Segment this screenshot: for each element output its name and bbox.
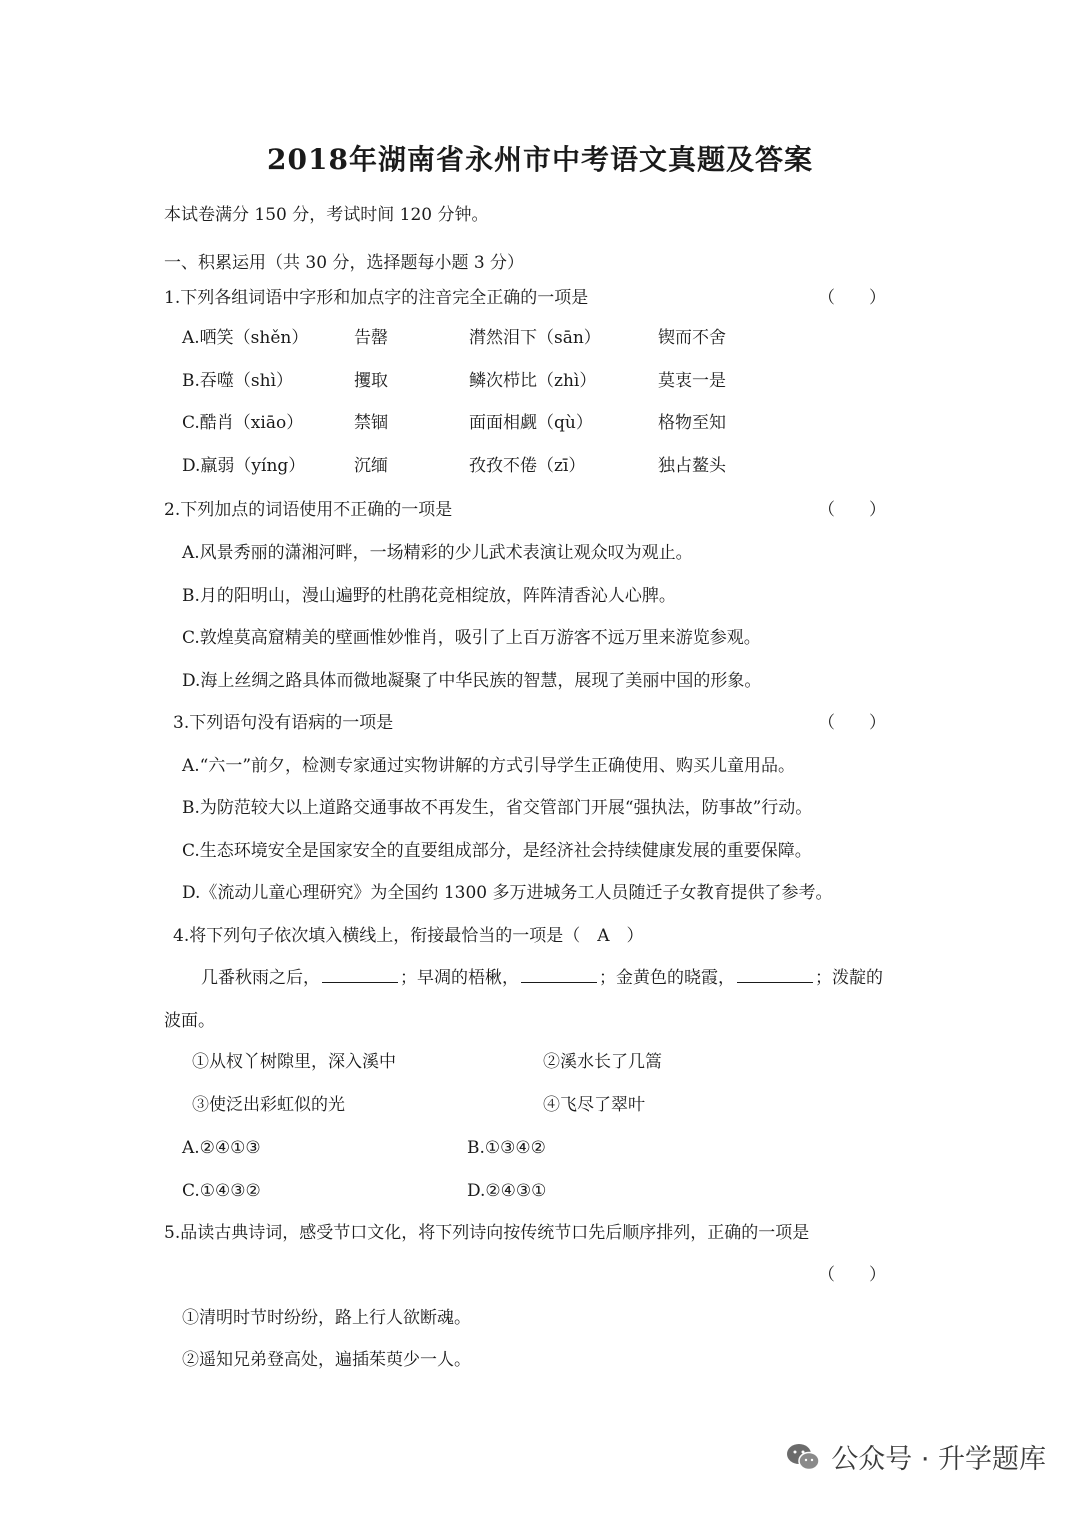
q4-option-c: C.①④③② <box>182 1181 261 1201</box>
q3-option-a: A.“六一”前夕，检测专家通过实物讲解的方式引导学生正确使用、购买儿童用品。 <box>182 756 796 776</box>
fill-blank-1 <box>322 966 398 983</box>
q4-item-1: ①从杈丫树隙里，深入溪中 <box>192 1052 396 1072</box>
answer-paren-1: （ ） <box>818 288 886 308</box>
q1-option-a-col4: 锲而不舍 <box>658 328 726 348</box>
q4-option-a: A.②④①③ <box>182 1138 261 1158</box>
q1-option-b-col3: 鳞次栉比（zhì） <box>469 371 597 391</box>
q1-option-c-col3: 面面相觑（qù） <box>469 413 593 433</box>
question-3-stem: 3.下列语句没有语病的一项是 <box>173 713 394 733</box>
question-4-stem: 4.将下列句子依次填入横线上，衔接最恰当的一项是（ A ） <box>173 926 644 946</box>
question-5-stem: 5.品读古典诗词，感受节口文化，将下列诗向按传统节口先后顺序排列，正确的一项是 <box>164 1223 810 1243</box>
q2-option-b: B.月的阳明山，漫山遍野的杜鹃花竞相绽放，阵阵清香沁人心脾。 <box>182 586 676 606</box>
question-2-stem: 2.下列加点的词语使用不正确的一项是 <box>164 500 453 520</box>
q1-option-d-col1: D.羸弱（yíng） <box>182 456 306 476</box>
q4-passage-part-1: 几番秋雨之后， <box>201 968 320 988</box>
q1-option-c-col4: 格物至知 <box>658 413 726 433</box>
q2-option-d: D.海上丝绸之路具体而微地凝聚了中华民族的智慧，展现了美丽中国的形象。 <box>182 671 762 691</box>
q5-line-2: ②遥知兄弟登高处，遍插茱萸少一人。 <box>182 1350 471 1370</box>
q4-passage-part-4: ；泼靛的 <box>815 968 883 988</box>
fill-blank-2 <box>521 966 597 983</box>
q2-option-a: A.风景秀丽的潇湘河畔，一场精彩的少儿武术表演让观众叹为观止。 <box>182 543 693 563</box>
q5-line-1: ①清明时节时纷纷，路上行人欲断魂。 <box>182 1308 471 1328</box>
q3-option-b: B.为防范较大以上道路交通事故不再发生，省交管部门开展“强执法，防事故”行动。 <box>182 798 813 818</box>
question-1-stem: 1.下列各组词语中字形和加点字的注音完全正确的一项是 <box>164 288 589 308</box>
fill-blank-3 <box>737 966 813 983</box>
q1-option-b-col2: 攫取 <box>354 371 388 391</box>
q1-option-a-col1: A.哂笑（shěn） <box>182 328 309 348</box>
watermark-text: 公众号 · 升学题库 <box>831 1444 1046 1475</box>
q4-passage-end: 波面。 <box>164 1011 215 1031</box>
q2-option-c: C.敦煌莫高窟精美的壁画惟妙惟肖，吸引了上百万游客不远万里来游览参观。 <box>182 628 761 648</box>
q4-passage <box>201 966 883 990</box>
wechat-watermark <box>785 1437 1046 1476</box>
q3-option-c: C.生态环境安全是国家安全的直要组成部分，是经济社会持续健康发展的重要保障。 <box>182 841 812 861</box>
q4-item-3: ③使泛出彩虹似的光 <box>192 1095 345 1115</box>
answer-paren-2: （ ） <box>818 500 886 520</box>
q4-passage-part-3: ；金黄色的晓霞， <box>599 968 735 988</box>
q4-item-2: ②溪水长了几篙 <box>543 1052 662 1072</box>
section-heading: 一、积累运用（共 30 分，选择题每小题 3 分） <box>164 253 525 273</box>
q4-option-d: D.②④③① <box>467 1181 547 1201</box>
q1-option-d-col2: 沉缅 <box>354 456 388 476</box>
q1-option-d-col4: 独占鳌头 <box>658 456 726 476</box>
wechat-icon <box>785 1442 821 1472</box>
q3-option-d: D.《流动儿童心理研究》为全国约 1300 多万进城务工人员随迁子女教育提供了参考。 <box>182 883 833 903</box>
exam-intro: 本试卷满分 150 分，考试时间 120 分钟。 <box>164 205 489 225</box>
q1-option-a-col2: 告罄 <box>354 328 388 348</box>
q4-passage-part-2: ；早凋的梧楸， <box>400 968 519 988</box>
answer-paren-3: （ ） <box>818 713 886 733</box>
answer-paren-5: （ ） <box>818 1265 886 1285</box>
q4-item-4: ④飞尽了翠叶 <box>543 1095 645 1115</box>
q1-option-b-col1: B.吞噬（shì） <box>182 371 294 391</box>
q1-option-a-col3: 潸然泪下（sān） <box>469 328 601 348</box>
q1-option-c-col1: C.酷肖（xiāo） <box>182 413 304 433</box>
q4-option-b: B.①③④② <box>467 1138 546 1158</box>
q1-option-d-col3: 孜孜不倦（zī） <box>469 456 586 476</box>
q1-option-b-col4: 莫衷一是 <box>658 371 726 391</box>
q1-option-c-col2: 禁锢 <box>354 413 388 433</box>
document-title: 2018年湖南省永州市中考语文真题及答案 <box>267 143 813 176</box>
